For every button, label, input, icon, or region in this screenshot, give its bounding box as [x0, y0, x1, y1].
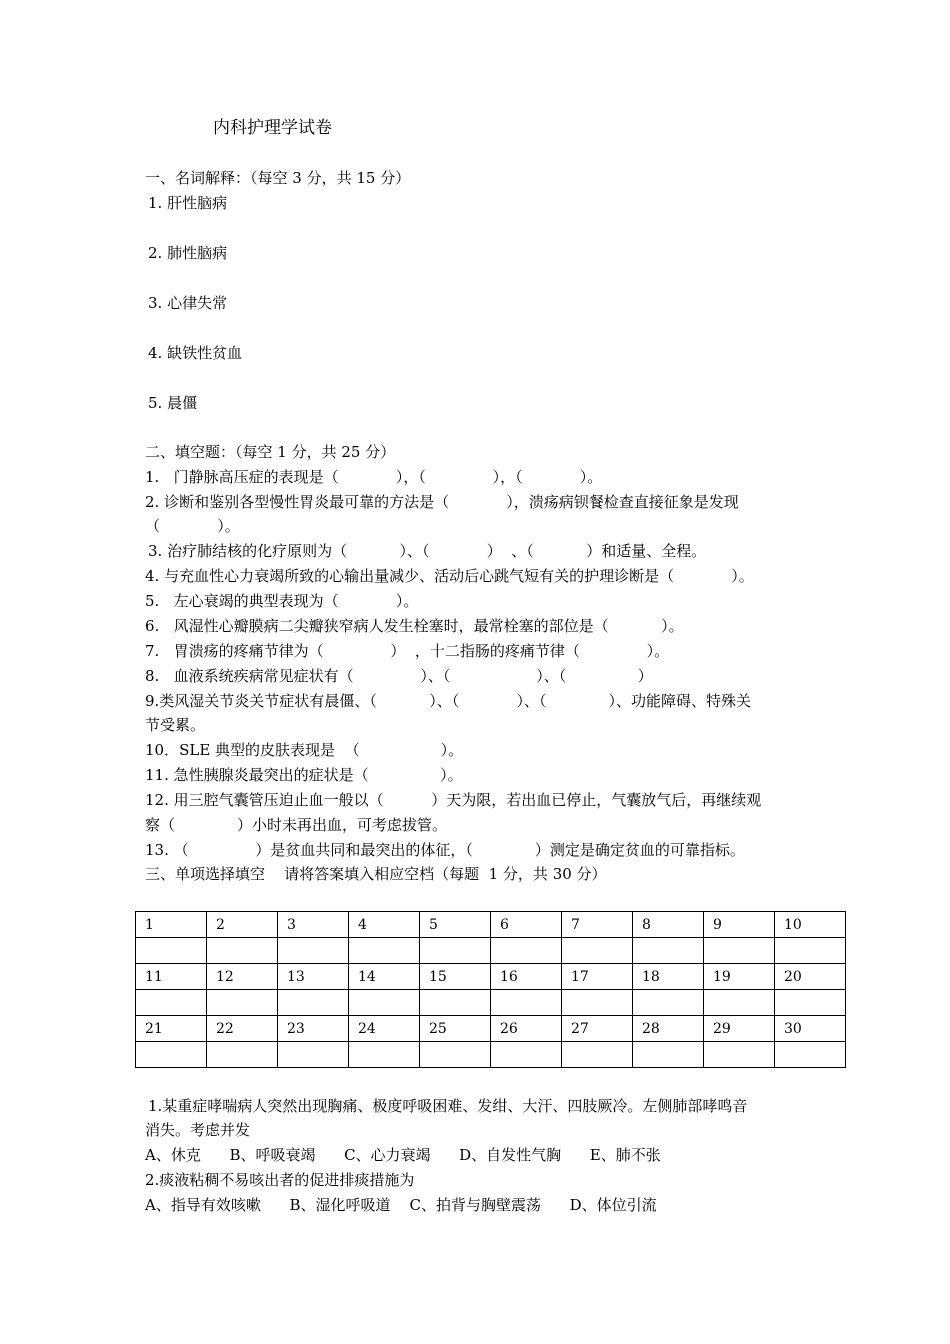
answer-blank-cell[interactable] — [491, 1042, 562, 1068]
answer-blank-cell[interactable] — [775, 990, 846, 1016]
fill-question-11: 11. 急性胰腺炎最突出的症状是（ ）。 — [145, 766, 463, 784]
fill-question-12: 12. 用三腔气囊管压迫止血一般以（ ）天为限，若出血已停止，气囊放气后，再继续观 — [145, 791, 762, 809]
answer-blank-cell[interactable] — [207, 990, 278, 1016]
answer-blank-cell[interactable] — [562, 938, 633, 964]
fill-question-2: 2. 诊断和鉴别各型慢性胃炎最可靠的方法是（ ），溃疡病钡餐检查直接征象是发现 — [145, 493, 739, 511]
answer-number-cell: 10 — [775, 912, 846, 938]
answer-blank-cell[interactable] — [775, 1042, 846, 1068]
answer-grid-blank-row — [136, 990, 846, 1016]
fill-question-9: 9.类风湿关节炎关节症状有晨僵、（ ）、（ ）、（ ）、功能障碍、特殊关 — [145, 692, 751, 710]
answer-blank-cell[interactable] — [704, 1042, 775, 1068]
answer-blank-cell[interactable] — [349, 990, 420, 1016]
answer-grid-blank-row — [136, 938, 846, 964]
section-heading-choice: 三、单项选择填空 请将答案填入相应空档（每题 1 分，共 30 分） — [145, 865, 607, 883]
answer-number-cell: 8 — [633, 912, 704, 938]
answer-number-cell: 15 — [420, 964, 491, 990]
answer-blank-cell[interactable] — [136, 990, 207, 1016]
answer-blank-cell[interactable] — [207, 1042, 278, 1068]
answer-blank-cell[interactable] — [136, 1042, 207, 1068]
answer-number-cell: 23 — [278, 1016, 349, 1042]
answer-blank-cell[interactable] — [349, 938, 420, 964]
answer-grid-blank-row — [136, 1042, 846, 1068]
answer-number-cell: 18 — [633, 964, 704, 990]
answer-number-cell: 3 — [278, 912, 349, 938]
fill-question-12-cont: 察（ ）小时未再出血，可考虑拔管。 — [145, 816, 447, 834]
answer-blank-cell[interactable] — [349, 1042, 420, 1068]
answer-blank-cell[interactable] — [775, 938, 846, 964]
fill-question-6: 6. 风湿性心瓣膜病二尖瓣狭窄病人发生栓塞时，最常栓塞的部位是（ ）。 — [145, 617, 684, 635]
answer-blank-cell[interactable] — [562, 1042, 633, 1068]
section-heading-terms: 一、名词解释：（每空 3 分，共 15 分） — [145, 169, 411, 187]
term-item: 4. 缺铁性贫血 — [148, 344, 243, 362]
fill-question-13: 13. （ ）是贫血共同和最突出的体征，（ ）测定是确定贫血的可靠指标。 — [145, 841, 745, 859]
answer-blank-cell[interactable] — [420, 938, 491, 964]
answer-blank-cell[interactable] — [491, 990, 562, 1016]
answer-blank-cell[interactable] — [278, 990, 349, 1016]
fill-question-10: 10．SLE 典型的皮肤表现是 （ ）。 — [145, 741, 464, 759]
answer-blank-cell[interactable] — [633, 1042, 704, 1068]
answer-blank-cell[interactable] — [207, 938, 278, 964]
answer-grid-number-row — [136, 1016, 846, 1042]
choice-question-2-options: A、指导有效咳嗽 B、湿化呼吸道 C、拍背与胸壁震荡 D、体位引流 — [145, 1196, 657, 1214]
answer-grid — [135, 911, 846, 1068]
term-item: 2. 肺性脑病 — [148, 244, 228, 262]
answer-number-cell: 16 — [491, 964, 562, 990]
term-item: 1. 肝性脑病 — [148, 194, 228, 212]
answer-blank-cell[interactable] — [704, 938, 775, 964]
answer-number-cell: 19 — [704, 964, 775, 990]
answer-blank-cell[interactable] — [704, 990, 775, 1016]
term-item: 5. 晨僵 — [148, 394, 198, 412]
fill-question-5: 5. 左心衰竭的典型表现为（ ）。 — [145, 592, 419, 610]
choice-question-1-options: A、休克 B、呼吸衰竭 C、心力衰竭 D、自发性气胸 E、肺不张 — [145, 1146, 661, 1164]
choice-question-1: 1.某重症哮喘病人突然出现胸痛、极度呼吸困难、发绀、大汗、四肢厥冷。左侧肺部哮鸣音 — [148, 1097, 748, 1115]
answer-blank-cell[interactable] — [633, 990, 704, 1016]
answer-blank-cell[interactable] — [420, 990, 491, 1016]
answer-number-cell: 5 — [420, 912, 491, 938]
answer-number-cell: 11 — [136, 964, 207, 990]
fill-question-9-cont: 节受累。 — [145, 716, 206, 734]
term-item: 3. 心律失常 — [148, 294, 228, 312]
answer-number-cell: 30 — [775, 1016, 846, 1042]
fill-question-2-cont: （ ）。 — [145, 517, 240, 535]
answer-number-cell: 13 — [278, 964, 349, 990]
answer-blank-cell[interactable] — [278, 938, 349, 964]
fill-question-7: 7. 胃溃疡的疼痛节律为（ ） ，十二指肠的疼痛节律（ ）。 — [145, 642, 670, 660]
answer-number-cell: 27 — [562, 1016, 633, 1042]
answer-blank-cell[interactable] — [562, 990, 633, 1016]
answer-blank-cell[interactable] — [633, 938, 704, 964]
answer-blank-cell[interactable] — [491, 938, 562, 964]
answer-blank-cell[interactable] — [420, 1042, 491, 1068]
answer-grid-number-row — [136, 912, 846, 938]
answer-number-cell: 25 — [420, 1016, 491, 1042]
answer-number-cell: 17 — [562, 964, 633, 990]
answer-number-cell: 1 — [136, 912, 207, 938]
answer-number-cell: 29 — [704, 1016, 775, 1042]
fill-question-8: 8. 血液系统疾病常见症状有（ ）、（ ）、（ ） — [145, 667, 653, 685]
section-heading-fill-in: 二、填空题：（每空 1 分，共 25 分） — [145, 443, 396, 461]
answer-number-cell: 21 — [136, 1016, 207, 1042]
answer-grid-number-row — [136, 964, 846, 990]
answer-number-cell: 4 — [349, 912, 420, 938]
answer-number-cell: 20 — [775, 964, 846, 990]
answer-number-cell: 26 — [491, 1016, 562, 1042]
choice-question-1-cont: 消失。考虑并发 — [145, 1121, 251, 1139]
choice-question-2: 2.痰液粘稠不易咳出者的促进排痰措施为 — [145, 1171, 415, 1189]
answer-number-cell: 12 — [207, 964, 278, 990]
answer-number-cell: 28 — [633, 1016, 704, 1042]
answer-blank-cell[interactable] — [278, 1042, 349, 1068]
fill-question-1: 1. 门静脉高压症的表现是（ ），（ ），（ ）。 — [145, 468, 603, 486]
fill-question-3: 3. 治疗肺结核的化疗原则为（ ）、（ ） 、（ ）和适量、全程。 — [148, 542, 707, 560]
answer-blank-cell[interactable] — [136, 938, 207, 964]
answer-number-cell: 2 — [207, 912, 278, 938]
answer-number-cell: 6 — [491, 912, 562, 938]
page-title: 内科护理学试卷 — [213, 118, 332, 138]
answer-number-cell: 14 — [349, 964, 420, 990]
answer-number-cell: 24 — [349, 1016, 420, 1042]
fill-question-4: 4. 与充血性心力衰竭所致的心输出量减少、活动后心跳气短有关的护理诊断是（ ）。 — [145, 567, 754, 585]
answer-number-cell: 7 — [562, 912, 633, 938]
answer-number-cell: 9 — [704, 912, 775, 938]
answer-number-cell: 22 — [207, 1016, 278, 1042]
